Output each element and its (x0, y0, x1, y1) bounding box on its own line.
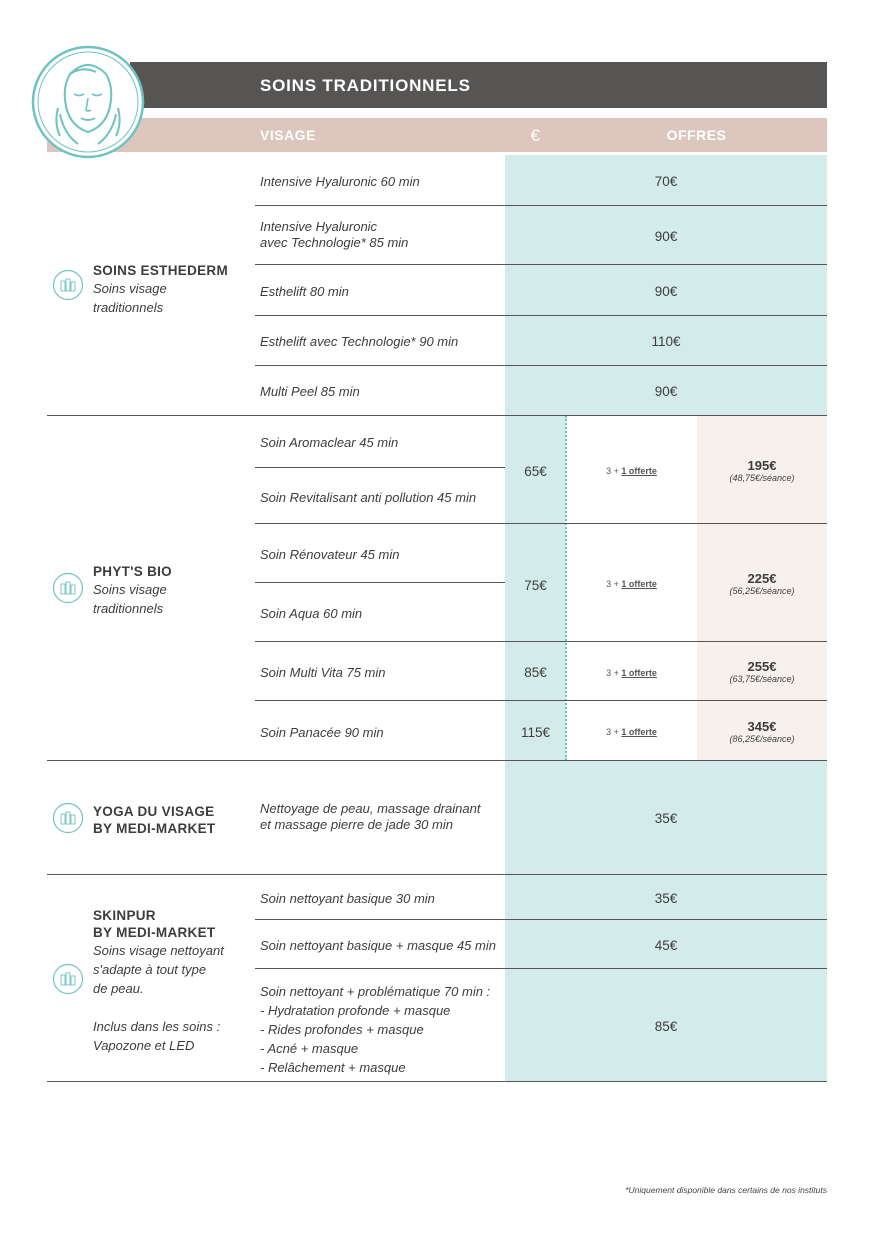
offer-count: 3 + (606, 466, 619, 476)
section-subtitle: Inclus dans les soins : (93, 1019, 221, 1034)
treatment-name: Soin Panacée 90 min (260, 725, 384, 740)
treatment-name (260, 219, 408, 251)
section-subtitle: traditionnels (93, 601, 164, 616)
treatment-name-line: et massage pierre de jade 30 min (260, 817, 453, 832)
page-title: SOINS TRADITIONNELS (260, 76, 471, 95)
offer-deal (566, 579, 697, 589)
col-visage-header: VISAGE (260, 127, 316, 143)
treatment-price: 70€ (654, 174, 678, 189)
treatment-price: 110€ (651, 334, 681, 349)
treatment-name: Soin nettoyant basique 30 min (260, 891, 435, 906)
section-label-yoga (93, 803, 215, 837)
offer-free: 1 offerte (621, 668, 657, 678)
section-divider (47, 415, 827, 416)
row-divider (255, 582, 505, 583)
treatment-name: Soin Aromaclear 45 min (260, 435, 399, 450)
section-title: SKINPUR (93, 908, 156, 923)
section-title: YOGA DU VISAGE (93, 804, 215, 819)
products-icon (52, 572, 84, 604)
offer-price: 225€ (747, 571, 777, 586)
treatment-price: 90€ (654, 229, 678, 244)
section-subtitle: s'adapte à tout type (93, 962, 207, 977)
row-divider (255, 968, 827, 969)
treatment-name: Soin Revitalisant anti pollution 45 min (260, 490, 477, 505)
offer-deal (566, 668, 697, 678)
col-offres-header: OFFRES (666, 127, 727, 143)
treatment-name-line: - Hydratation profonde + masque (260, 1003, 451, 1018)
section-subtitle: de peau. (93, 981, 144, 996)
offer-count: 3 + (606, 668, 619, 678)
treatment-price: 115€ (520, 725, 551, 740)
offer-per-session: (56,25€/séance) (729, 586, 795, 596)
offer-price: 195€ (747, 458, 777, 473)
offer-count: 3 + (606, 727, 619, 737)
treatment-name-line: Nettoyage de peau, massage drainant (260, 801, 481, 816)
row-divider (255, 467, 505, 468)
section-title: BY MEDI-MARKET (93, 821, 216, 836)
offer-free: 1 offerte (621, 579, 657, 589)
offer-free: 1 offerte (621, 466, 657, 476)
offer-price: 255€ (747, 659, 777, 674)
products-icon (52, 963, 84, 995)
treatment-price: 35€ (654, 891, 678, 906)
section-label-phyts (93, 563, 172, 618)
row-divider (255, 264, 827, 265)
products-icon (52, 802, 84, 834)
section-title: PHYT'S BIO (93, 564, 172, 579)
offer-package (697, 720, 827, 745)
treatment-name-line: Intensive Hyaluronic (260, 219, 378, 234)
title-bar (130, 62, 827, 108)
offer-price: 345€ (747, 719, 777, 734)
treatment-name (260, 801, 480, 833)
section-divider (47, 1081, 827, 1082)
row-divider (255, 641, 827, 642)
treatment-name-line: Soin nettoyant + problématique 70 min : (260, 984, 491, 999)
offer-package (697, 459, 827, 484)
treatment-name: Multi Peel 85 min (260, 384, 360, 399)
row-divider (255, 205, 827, 206)
section-subtitle: Soins visage nettoyant (93, 943, 224, 958)
section-divider (47, 874, 827, 875)
section-subtitle: Soins visage (93, 582, 167, 597)
treatment-price: 75€ (524, 578, 547, 593)
section-subtitle: traditionnels (93, 300, 164, 315)
treatment-name: Esthelift 80 min (260, 284, 349, 299)
row-divider (255, 315, 827, 316)
section-subtitle: Soins visage (93, 281, 167, 296)
treatment-price: 85€ (654, 1019, 678, 1034)
treatment-name: Soin Aqua 60 min (260, 606, 363, 621)
treatment-name (260, 982, 490, 1077)
row-divider (255, 365, 827, 366)
row-divider (255, 700, 827, 701)
treatment-name-line: - Rides profondes + masque (260, 1022, 424, 1037)
row-divider (255, 523, 827, 524)
section-title: BY MEDI-MARKET (93, 925, 216, 940)
offer-deal (566, 727, 697, 737)
treatment-name: Esthelift avec Technologie* 90 min (260, 334, 459, 349)
treatment-price: 85€ (524, 665, 547, 680)
treatment-name-line: - Relâchement + masque (260, 1060, 406, 1075)
treatment-name: Soin nettoyant basique + masque 45 min (260, 938, 496, 953)
offer-per-session: (63,75€/séance) (729, 674, 795, 684)
offer-free: 1 offerte (621, 727, 657, 737)
treatment-price: 90€ (654, 284, 678, 299)
treatment-price: 35€ (654, 811, 678, 826)
face-care-icon (30, 44, 146, 160)
treatment-name-line: - Acné + masque (260, 1041, 359, 1056)
offer-package (697, 660, 827, 685)
offer-per-session: (86,25€/séance) (729, 734, 795, 744)
offer-per-session: (48,75€/séance) (729, 473, 795, 483)
treatment-name: Soin Multi Vita 75 min (260, 665, 386, 680)
treatment-name-line: avec Technologie* 85 min (260, 235, 409, 250)
section-subtitle-spacer (93, 998, 224, 1017)
footnote: *Uniquement disponible dans certains de nos instituts (625, 1185, 827, 1195)
products-icon (52, 269, 84, 301)
row-divider (255, 919, 827, 920)
skinpur-price-column (505, 875, 827, 1082)
col-price-header: € (530, 126, 541, 145)
section-title: SOINS ESTHEDERM (93, 263, 229, 278)
offer-deal (566, 466, 697, 476)
section-label-skinpur (93, 907, 224, 1055)
treatment-price: 90€ (654, 384, 678, 399)
offer-count: 3 + (606, 579, 619, 589)
treatment-name: Intensive Hyaluronic 60 min (260, 174, 420, 189)
treatment-price: 65€ (524, 464, 547, 479)
section-divider (47, 760, 827, 761)
treatment-price: 45€ (654, 938, 678, 953)
section-subtitle: Vapozone et LED (93, 1038, 195, 1053)
offer-package (697, 572, 827, 597)
treatment-name: Soin Rénovateur 45 min (260, 547, 400, 562)
section-label-esthederm (93, 262, 228, 317)
